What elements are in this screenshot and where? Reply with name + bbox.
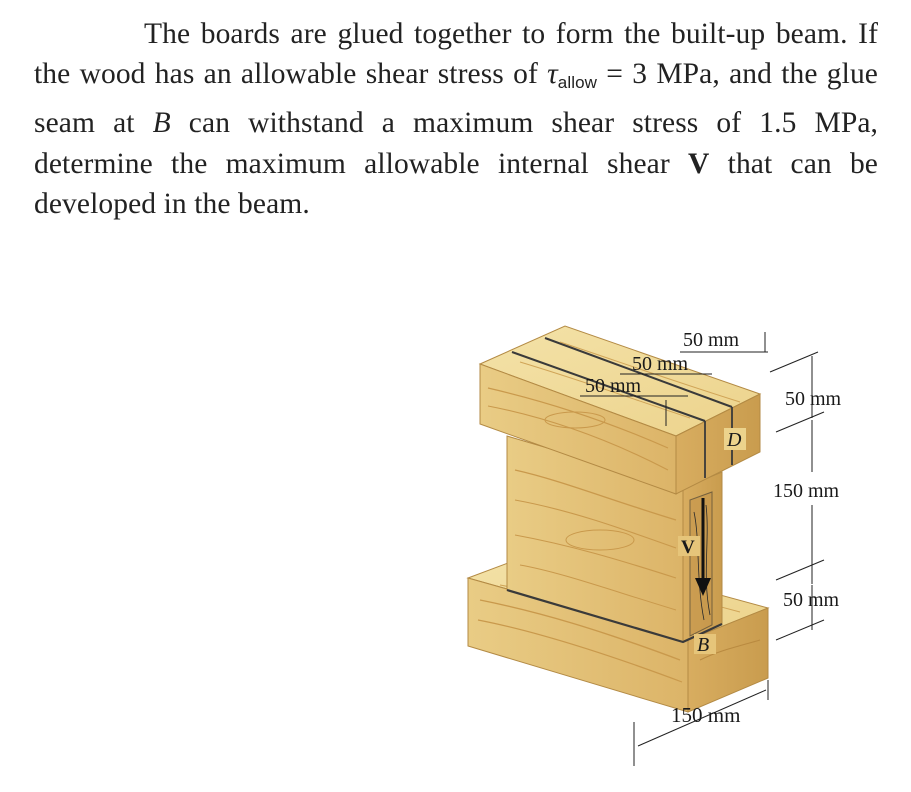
problem-text-3: can withstand a maximum shear stress of 1.5 MPa, determine the maximum allowable internal shear (34, 107, 879, 180)
label-b: B (697, 634, 710, 656)
dim-top-b: 50 mm (632, 353, 689, 375)
problem-text-4: that can be developed in the beam. (34, 147, 879, 220)
problem-text-2: = 3 MPa, and the glue seam at (34, 58, 878, 140)
tau-subscript: allow (557, 73, 598, 93)
dim-right-mid: 150 mm (773, 480, 840, 502)
problem-text-1: The boards are glued together to form the built-up beam. If the wood has an allowable shear stress of (34, 18, 878, 91)
seam-label: B (152, 107, 171, 140)
shear-symbol: V (688, 147, 710, 180)
label-v: V (681, 537, 695, 558)
tau-symbol: τ (547, 58, 558, 91)
label-d: D (727, 429, 742, 451)
dim-top-a: 50 mm (683, 329, 740, 351)
dim-top-c: 50 mm (585, 375, 642, 397)
dim-right-top: 50 mm (785, 388, 842, 410)
dim-right-bot: 50 mm (783, 589, 840, 611)
dim-bottom: 150 mm (671, 703, 741, 727)
